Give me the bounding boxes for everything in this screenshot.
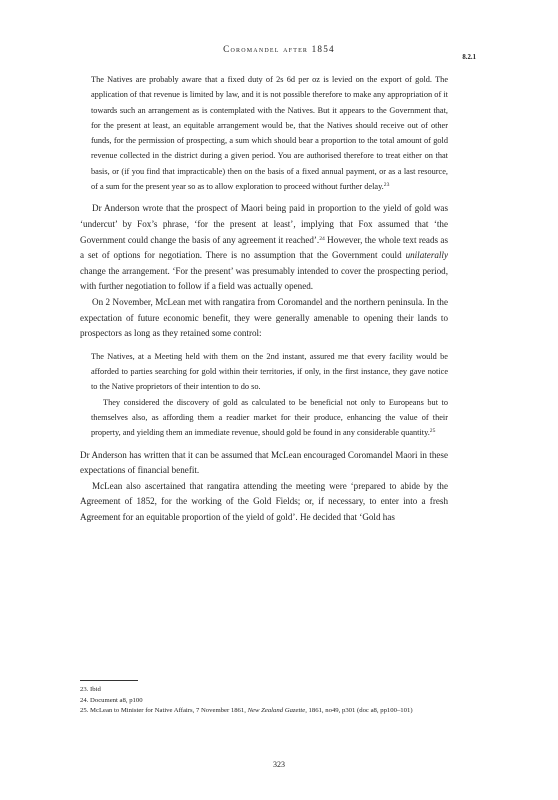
block-quote-fox <box>91 72 448 194</box>
text-run: change the arrangement. ‘For the present’ was presumably intended to cover the prospecting period, with further negotiation to follow if a field was actually opened. <box>80 265 448 292</box>
footnote: 24. Document a8, p100 <box>80 696 143 704</box>
body-paragraph: McLean also ascertained that rangatira attending the meeting were ‘prepared to abide by the Agreement of 1852, for the working of the Gold Fields; or, if necessary, to enter into a fresh Agreement for an equitable proportion of the yield of gold’. He decided that ‘Gold has <box>80 480 448 522</box>
footnotes <box>80 685 448 717</box>
quote-paragraph <box>91 395 448 441</box>
footnote: 23. Ibid <box>80 686 101 693</box>
section-number: 8.2.1 <box>462 54 476 61</box>
quote-paragraph: The Natives, at a Meeting held with them on the 2nd instant, assured me that every facility would be afforded to parties searching for gold within their territories, if only, in the first instance, they gave notice to the Native proprietors of their intention to do so. <box>91 351 448 392</box>
text-run: Dr Anderson wrote that the prospect of Maori being paid in proportion to the yield of gold was ‘undercut’ by Fox’s phrase, ‘for the present at least’, implying that Fox assumed that ‘the Government could change the basis of any agreement it reached’. <box>80 203 448 245</box>
footnote-ref: 23 <box>383 182 390 189</box>
body-paragraph: On 2 November, McLean met with rangatira from Coromandel and the northern peninsula. In the expectation of future economic benefit, they were generally amenable to opening their lands to prospectors as long as they retained some control: <box>80 296 448 339</box>
footnote-rule <box>80 680 138 681</box>
footnote-ref: 24 <box>319 235 325 242</box>
body-paragraph <box>80 201 448 295</box>
running-header: Coromandel after 1854 <box>223 44 335 54</box>
block-quote-mclean <box>91 349 448 441</box>
body-paragraph: Dr Anderson has written that it can be assumed that McLean encouraged Coromandel Maori in these expectations of financial benefit. <box>80 449 448 476</box>
quote-text: They considered the discovery of gold as calculated to be beneficial not only to Europeans but to themselves also, as affording them a readier market for their produce, enhancing the value of their property, and yielding them an immediate revenue, should gold be found in any considerable quantity. <box>91 397 448 438</box>
footnote-ref: 25 <box>429 428 436 435</box>
text-run: , 1861, no49, p301 (doc a8, pp100–101) <box>305 707 413 715</box>
quote-paragraph <box>91 72 448 194</box>
emphasis: unilaterally <box>405 250 448 261</box>
footnote <box>80 706 448 717</box>
main-text <box>80 72 448 525</box>
text-run: 25. McLean to Minister for Native Affairs, 7 November 1861, <box>80 707 248 715</box>
page-number: 323 <box>273 760 285 769</box>
emphasis: New Zealand Gazette <box>247 707 306 715</box>
quote-text: The Natives are probably aware that a fixed duty of 2s 6d per oz is levied on the export of gold. The application of that revenue is limited by law, and it is not possible therefore to make any appropriation of it towards such an arrangement as is contemplated with the Natives. But it appears to the Government that, for the present at least, an equitable arrangement would be, that the Natives should receive out of other funds, for the permission of prospecting, a sum which should bear a proportion to the total amount of gold revenue collected in the district during a given period. You are authorised therefore to treat either on that basis, or (if you find that impracticable) then on the basis of a fixed annual payment, or as a last resource, of a sum for the present year so as to allow exploration to proceed without further delay. <box>91 75 448 192</box>
text-run: However, the whole text reads as a set of options for negotiation. There is no assumption that the Government could <box>80 234 448 261</box>
